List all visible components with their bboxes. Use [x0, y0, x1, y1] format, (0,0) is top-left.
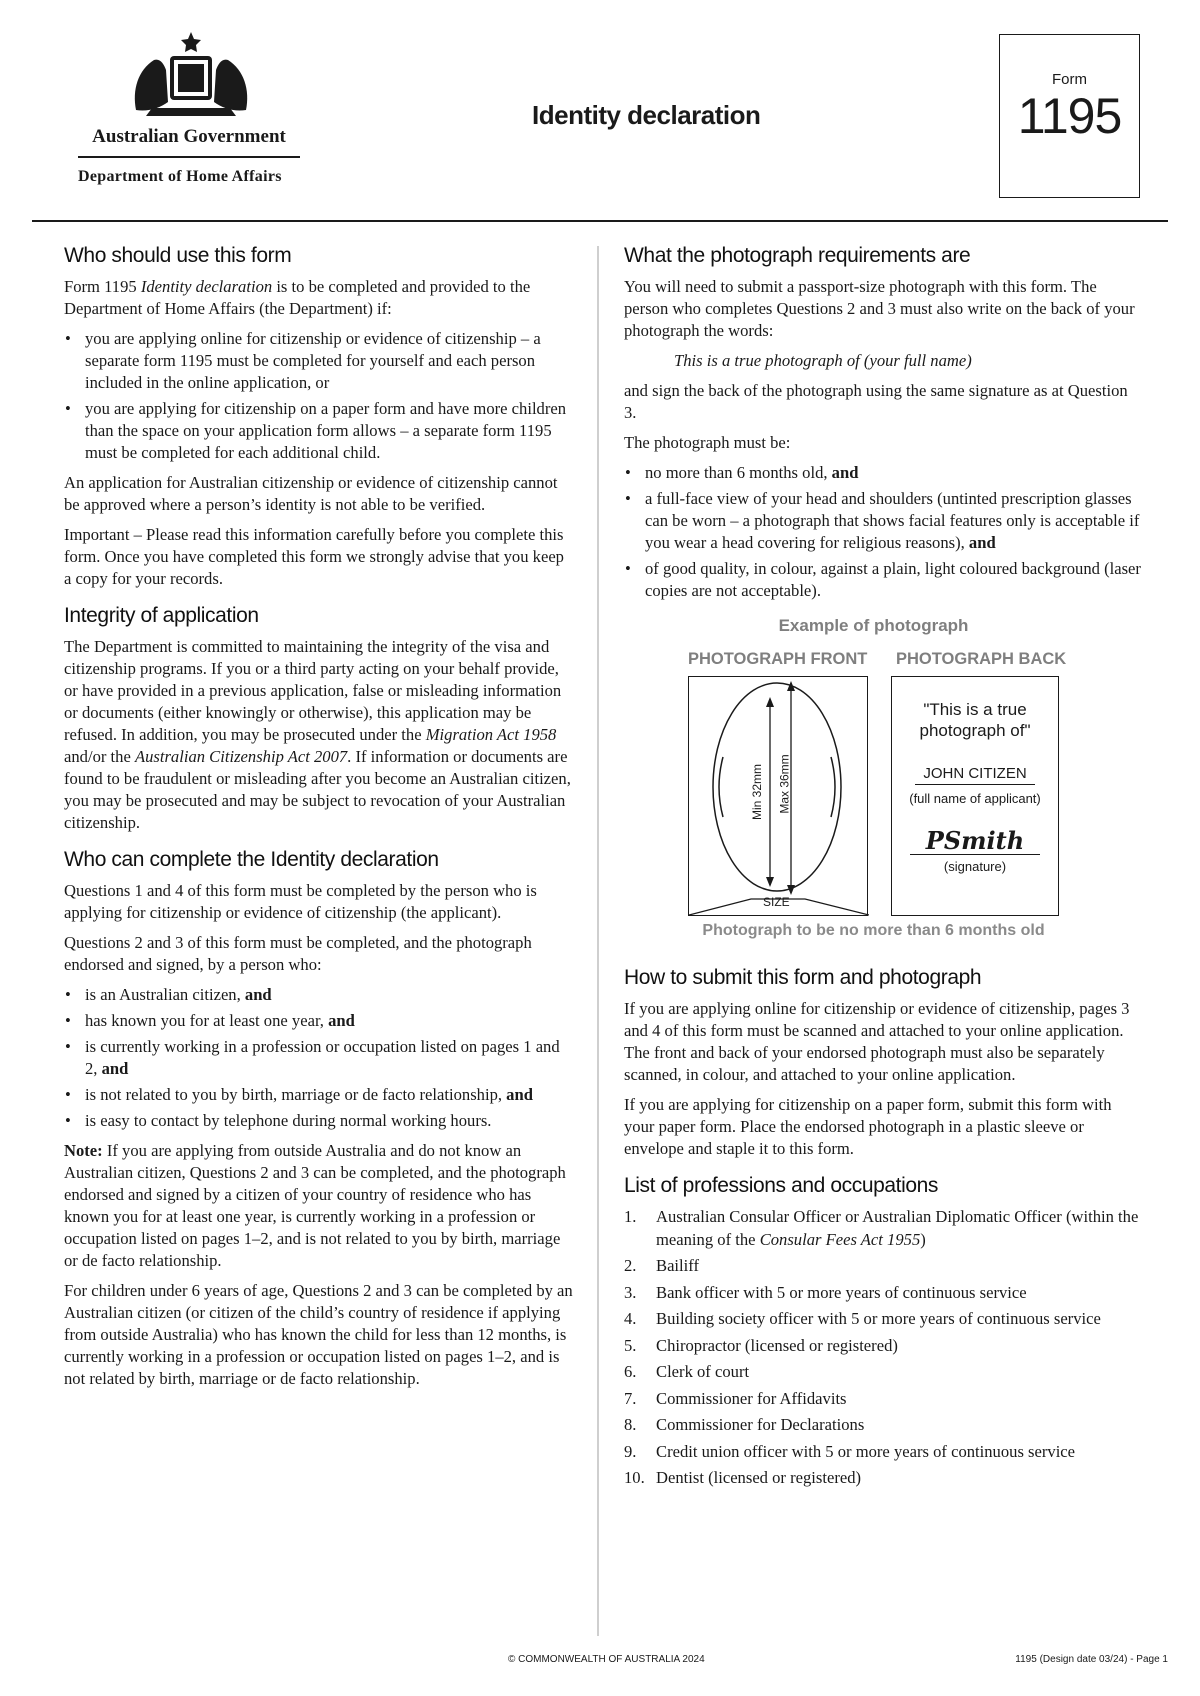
government-name: Australian Government — [78, 126, 300, 158]
paragraph: Questions 2 and 3 of this form must be completed, and the photograph endorsed and signed, by a person who: — [64, 933, 532, 974]
list-item: • no more than 6 months old, and — [624, 462, 1144, 484]
list-item: 6. Clerk of court — [624, 1362, 750, 1381]
requirements-list — [64, 984, 574, 1132]
size-label: SIZE — [763, 895, 790, 909]
back-quote: "This is a true photograph of" — [919, 700, 1031, 740]
section-how-to-submit — [624, 966, 1144, 1160]
photo-back-label: PHOTOGRAPH BACK — [896, 650, 1067, 668]
paragraph: Questions 1 and 4 of this form must be completed by the person who is applying for citizenship or evidence of citizenship (the applicant). — [64, 881, 537, 922]
list-item: 9. Credit union officer with 5 or more years of continuous service — [624, 1441, 1076, 1461]
photo-criteria-list — [624, 462, 1144, 602]
paragraph: If you are applying online for citizenship or evidence of citizenship, pages 3 and 4 of this form must be scanned and attached to your online application. The front and back of your endorsed photograph must also be separately scanned, in colour, and attached to your online application. — [624, 999, 1130, 1084]
intro-paragraph: Form 1195 Identity declaration is to be completed and provided to the Department of Home Affairs (the Department) if: — [64, 277, 531, 318]
section-heading: Integrity of application — [64, 604, 259, 627]
section-professions — [624, 1174, 1144, 1490]
section-who-can-complete — [64, 848, 574, 1390]
photo-front-box — [688, 676, 868, 916]
section-heading: What the photograph requirements are — [624, 244, 971, 267]
document-title: Identity declaration — [532, 100, 761, 130]
header-divider — [32, 220, 1168, 222]
design-date-footer: 1195 (Design date 03/24) - Page 1 — [1015, 1654, 1168, 1665]
list-item: • of good quality, in colour, against a plain, light coloured background (laser copies are not acceptable). — [624, 558, 1144, 602]
list-item: • is an Australian citizen, and — [64, 984, 574, 1006]
list-item: 3. Bank officer with 5 or more years of continuous service — [624, 1282, 1027, 1302]
list-item: • you are applying for citizenship on a paper form and have more children than the space on your application form allows – a separate form 1195 must be completed for each additional child. — [64, 398, 574, 464]
photo-quote: This is a true photograph of (your full name) — [674, 351, 972, 370]
column-divider — [597, 246, 599, 1636]
photo-back-box — [891, 676, 1059, 916]
example-name: JOHN CITIZEN — [915, 765, 1035, 785]
full-name-label: (full name of applicant) — [909, 791, 1041, 806]
section-photo-requirements — [624, 244, 1144, 602]
figure-caption: Example of photograph — [778, 616, 969, 635]
section-who-should-use — [64, 244, 574, 590]
list-item: 7. Commissioner for Affidavits — [624, 1388, 847, 1408]
government-crest — [78, 30, 310, 186]
list-item: 5. Chiropractor (licensed or registered) — [624, 1335, 898, 1355]
children-paragraph: For children under 6 years of age, Questions 2 and 3 can be completed by an Australian citizen (or citizen of the child’s country of residence if applying from outside Australia) who has known the child for less than 12 months, is currently working in a profession or occupation listed on pages 1–2, and is not related by birth, marriage or de facto relationship. — [64, 1281, 573, 1388]
list-item: • has known you for at least one year, and — [64, 1010, 574, 1032]
paragraph: An application for Australian citizenship or evidence of citizenship cannot be approved where a person’s identity is not able to be verified. — [64, 473, 558, 514]
paragraph: You will need to submit a passport-size photograph with this form. The person who completes Questions 2 and 3 must also write on the back of your photograph the words: — [624, 277, 1135, 340]
coat-of-arms-icon — [126, 30, 256, 122]
department-name: Department of Home Affairs — [78, 168, 282, 185]
list-item: 8. Commissioner for Declarations — [624, 1415, 865, 1434]
figure-footnote: Photograph to be no more than 6 months old — [702, 922, 1045, 939]
list-item: 4. Building society officer with 5 or more years of continuous service — [624, 1309, 1101, 1328]
note-paragraph: Note: If you are applying from outside Australia and do not know an Australian citizen, Questions 2 and 3 can be completed, and the photograph endorsed and signed by a citizen of your country of residence who has known you for at least one year, is currently working in a profession or occupation listed on pages 1–2, and is not related to you by birth, marriage or de facto relationship. — [64, 1141, 566, 1270]
paragraph: and sign the back of the photograph using the same signature as at Question 3. — [624, 381, 1128, 422]
copyright-footer: © COMMONWEALTH OF AUSTRALIA 2024 — [508, 1654, 705, 1665]
section-heading: Who should use this form — [64, 244, 292, 267]
list-item: • is not related to you by birth, marriage or de facto relationship, and — [64, 1084, 574, 1106]
list-item: 1. Australian Consular Officer or Australian Diplomatic Officer (within the meaning of the Consular Fees Act 1955) — [624, 1207, 1139, 1249]
section-heading: Who can complete the Identity declaration — [64, 848, 439, 871]
min-size-label: Min 32mm — [750, 763, 765, 821]
section-heading: How to submit this form and photograph — [624, 966, 982, 989]
right-column — [624, 244, 1144, 1504]
form-label: Form — [1052, 71, 1087, 88]
eligibility-list — [64, 328, 574, 464]
list-item: 10. Dentist (licensed or registered) — [624, 1468, 862, 1487]
section-heading: List of professions and occupations — [624, 1174, 939, 1197]
paragraph: The photograph must be: — [624, 433, 791, 452]
section-integrity — [64, 604, 574, 834]
signature-label: (signature) — [943, 859, 1007, 874]
list-item: • a full-face view of your head and shoulders (untinted prescription glasses can be worn – a photograph that shows facial features only is acceptable if you wear a head covering for religious reasons), and — [624, 488, 1144, 554]
list-item: • you are applying online for citizenship or evidence of citizenship – a separate form 1195 must be completed for yourself and each person included in the online application, or — [64, 328, 574, 394]
form-number-box — [999, 34, 1140, 198]
important-paragraph: Important – Please read this information carefully before you complete this form. Once you have completed this form we strongly advise that you keep a copy for your records. — [64, 525, 564, 588]
left-column — [64, 244, 574, 1404]
list-item: • is easy to contact by telephone during normal working hours. — [64, 1110, 574, 1132]
max-size-label: Max 36mm — [777, 754, 792, 814]
example-signature: PSmith — [910, 828, 1040, 855]
list-item: 2. Bailiff — [624, 1256, 700, 1275]
paragraph: If you are applying for citizenship on a paper form, submit this form with your paper form. Place the endorsed photograph in a plastic sleeve or envelope and staple it to this form. — [624, 1095, 1112, 1158]
photo-front-label: PHOTOGRAPH FRONT — [688, 650, 868, 668]
photo-example-figure — [624, 616, 1144, 939]
form-number: 1195 — [1017, 88, 1122, 144]
list-item: • is currently working in a profession or occupation listed on pages 1 and 2, and — [64, 1036, 574, 1080]
professions-list — [624, 1206, 1144, 1490]
integrity-paragraph: The Department is committed to maintaining the integrity of the visa and citizenship programs. If you or a third party acting on your behalf provide, or have provided in a previous application, false or misleading information or documents (either knowingly or otherwise), this application may be refused. In addition, you may be prosecuted under the Migration Act 1958 and/or the Australian Citizenship Act 2007. If information or documents are found to be fraudulent or misleading after you become an Australian citizen, you may be prosecuted and may be subject to revocation of your Australian citizenship. — [64, 637, 571, 832]
